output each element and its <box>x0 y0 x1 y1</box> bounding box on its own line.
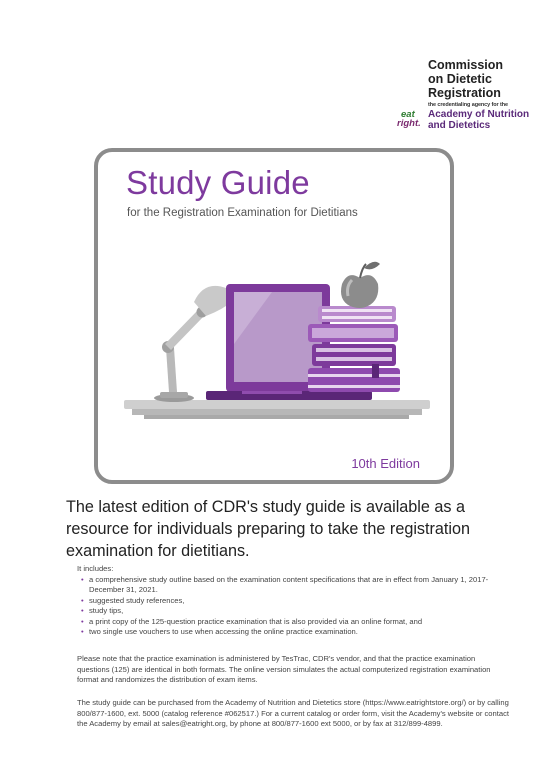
org-name <box>428 58 503 100</box>
includes-intro: It includes: <box>77 564 114 573</box>
includes-list <box>77 575 507 637</box>
list-item: • a comprehensive study outline based on the examination content specifications that are in effect from January 1, 2017-December 31, 2021. <box>77 575 507 596</box>
academy-name <box>428 109 529 131</box>
cover-card <box>94 148 454 484</box>
org-name-line-3: Registration <box>428 86 501 100</box>
list-item: • study tips, <box>77 606 507 616</box>
eatright-logo-icon <box>395 110 429 138</box>
cover-title: Study Guide <box>126 164 310 201</box>
academy-name-line-1: Academy of Nutrition <box>428 109 530 120</box>
book-stack-icon <box>308 306 400 392</box>
org-name-line-2: on Dietetic <box>428 72 492 86</box>
cover-subtitle: for the Registration Examination for Dietitians <box>127 207 358 219</box>
academy-name-line-2: and Dietetics <box>428 120 491 131</box>
practice-exam-note: Please note that the practice examination is administered by TesTrac, CDR's vendor, and that the practice examination questions (125) are identical in both formats. The online version simulates the actual computerized registration examination format and randomizes the distribution of exam items. <box>77 654 491 685</box>
desk-icon <box>124 400 430 419</box>
list-item: • suggested study references, <box>77 596 507 606</box>
apple-icon <box>341 262 380 308</box>
org-tagline: the credentialing agency for the <box>428 102 508 108</box>
cdr-logo <box>386 58 536 138</box>
list-item: • two single use vouchers to use when accessing the online practice examination. <box>77 627 507 637</box>
desk-illustration <box>122 244 432 444</box>
headline: The latest edition of CDR's study guide is available as a resource for individuals preparing to take the registration examination for dietitians. <box>66 498 471 560</box>
edition-label: 10th Edition <box>351 456 420 471</box>
eatright-mark-line-2: right. <box>397 118 421 129</box>
list-item: • a print copy of the 125-question practice examination that is also provided via an online format, and <box>77 617 507 627</box>
purchase-info: The study guide can be purchased from the Academy of Nutrition and Dietetics store (https://www.eatrightstore.org/) or by calling 800/877-1600, ext. 5000 (catalog reference #062517.) For a current catalog or order form, visit the Academy's website or contact the Academy by email at sales@eatright.org, by phone at 800/877-1600 ext 5000, or by fax at 312/899-4899. <box>77 698 509 729</box>
org-name-line-1: Commission <box>428 58 504 72</box>
eatright-mark-line-1: eat <box>401 109 415 120</box>
